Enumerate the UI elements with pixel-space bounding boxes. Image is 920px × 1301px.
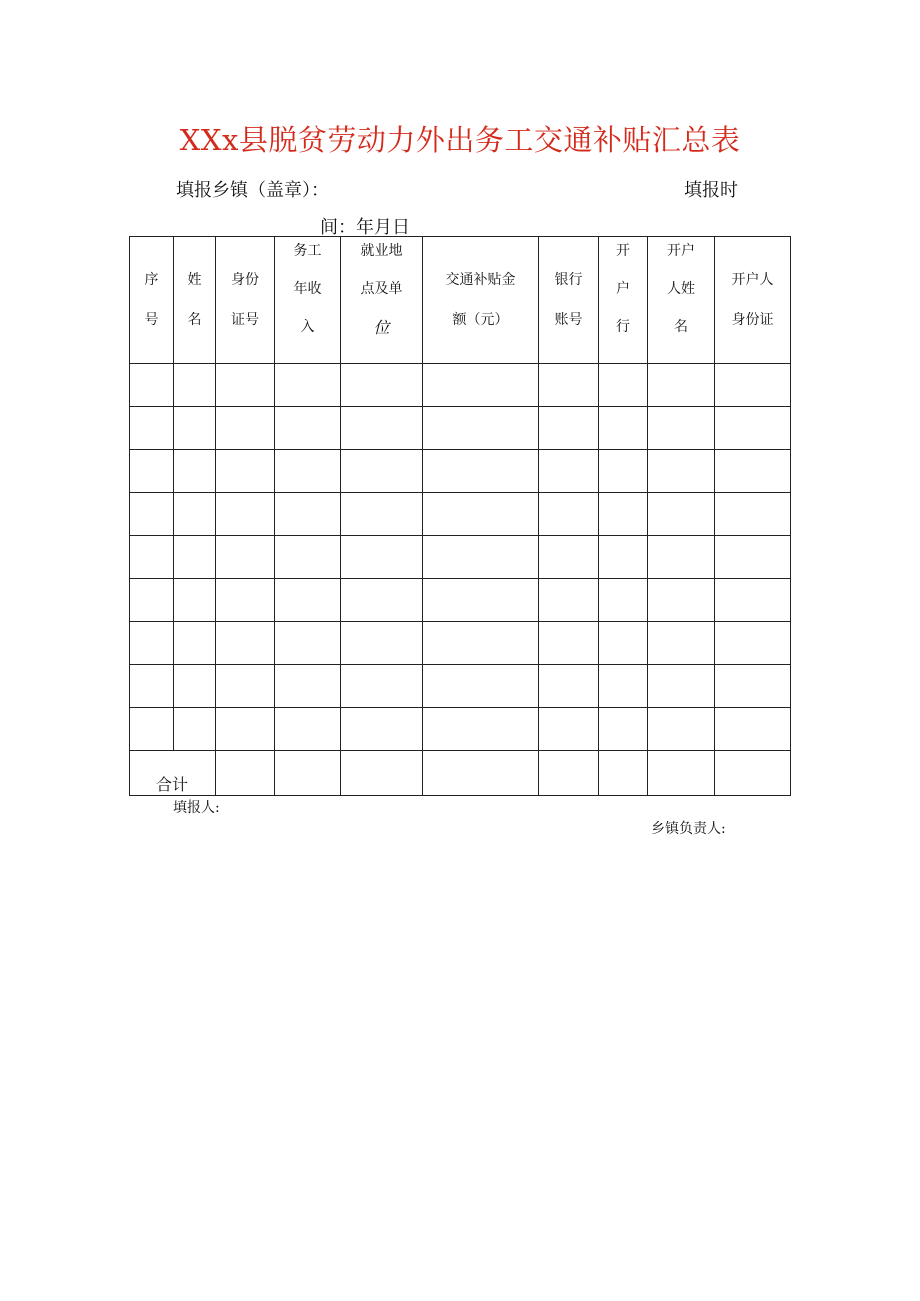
table-cell[interactable] <box>539 665 599 708</box>
table-cell[interactable] <box>648 665 715 708</box>
header-text: 人姓 <box>667 281 695 298</box>
table-cell[interactable] <box>599 708 648 751</box>
header-text: 身份证 <box>731 312 774 328</box>
table-cell[interactable] <box>275 364 341 407</box>
header-text: 就业地 <box>360 243 403 259</box>
table-cell[interactable] <box>715 579 791 622</box>
table-cell[interactable] <box>648 708 715 751</box>
header-cell-account-holder-id <box>715 237 791 364</box>
table-cell[interactable] <box>599 493 648 536</box>
table-cell[interactable] <box>341 665 423 708</box>
header-text: 身份 <box>231 271 259 288</box>
table-cell[interactable] <box>599 622 648 665</box>
table-row <box>130 364 791 407</box>
table-cell[interactable] <box>341 579 423 622</box>
table-cell[interactable] <box>130 665 174 708</box>
table-cell[interactable] <box>216 364 275 407</box>
fill-time-label-part1: 填报时 <box>684 180 738 201</box>
table-body <box>130 364 791 751</box>
table-cell[interactable] <box>648 579 715 622</box>
table-cell[interactable] <box>130 579 174 622</box>
table-cell[interactable] <box>341 751 423 796</box>
table-cell[interactable] <box>216 407 275 450</box>
header-text: 额（元） <box>452 312 509 328</box>
header-text: 户 <box>616 281 630 298</box>
table-cell[interactable] <box>539 708 599 751</box>
header-text: 证号 <box>231 312 259 328</box>
table-cell[interactable] <box>275 407 341 450</box>
header-text: 入 <box>300 319 315 336</box>
table-cell[interactable] <box>423 536 539 579</box>
table-row <box>130 536 791 579</box>
header-text: 点及单 <box>360 281 403 298</box>
total-label: 合计 <box>156 775 189 794</box>
table-cell[interactable] <box>423 450 539 493</box>
table-cell[interactable] <box>599 751 648 796</box>
header-text: 号 <box>144 312 159 328</box>
table-cell[interactable] <box>130 708 174 751</box>
table-cell[interactable] <box>539 493 599 536</box>
header-cell-index <box>130 237 174 364</box>
table-cell[interactable] <box>539 536 599 579</box>
header-text: 开 <box>616 243 630 259</box>
header-text: 行 <box>616 319 630 336</box>
header-cell-subsidy-amount <box>423 237 539 364</box>
table-cell[interactable] <box>275 708 341 751</box>
table-cell[interactable] <box>423 407 539 450</box>
table-cell[interactable] <box>715 407 791 450</box>
table-row <box>130 450 791 493</box>
table-cell[interactable] <box>174 493 216 536</box>
table-cell[interactable] <box>216 493 275 536</box>
table-row <box>130 579 791 622</box>
header-cell-id-number <box>216 237 275 364</box>
table-cell[interactable] <box>341 364 423 407</box>
table-cell[interactable] <box>275 536 341 579</box>
table-cell[interactable] <box>174 450 216 493</box>
table-cell[interactable] <box>130 364 174 407</box>
table-cell[interactable] <box>130 536 174 579</box>
table-cell[interactable] <box>539 751 599 796</box>
table-cell[interactable] <box>275 622 341 665</box>
table-cell[interactable] <box>216 536 275 579</box>
table-cell[interactable] <box>648 364 715 407</box>
total-row <box>130 751 791 796</box>
table-cell[interactable] <box>423 751 539 796</box>
table-cell[interactable] <box>715 450 791 493</box>
table-cell[interactable] <box>130 493 174 536</box>
table-cell[interactable] <box>423 622 539 665</box>
table-cell[interactable] <box>423 708 539 751</box>
table-cell[interactable] <box>599 579 648 622</box>
table-cell[interactable] <box>174 579 216 622</box>
table-cell[interactable] <box>174 536 216 579</box>
fill-unit-label: 填报乡镇（盖章）： <box>176 180 329 201</box>
header-text: 务工 <box>293 243 322 259</box>
table-cell[interactable] <box>539 407 599 450</box>
table-cell[interactable] <box>341 450 423 493</box>
table-cell[interactable] <box>648 536 715 579</box>
table-cell[interactable] <box>275 751 341 796</box>
table-cell[interactable] <box>341 622 423 665</box>
table-cell[interactable] <box>423 364 539 407</box>
table-cell[interactable] <box>174 708 216 751</box>
table-cell[interactable] <box>715 536 791 579</box>
table-cell[interactable] <box>174 665 216 708</box>
table-cell[interactable] <box>216 622 275 665</box>
table-cell[interactable] <box>539 450 599 493</box>
header-text: 账号 <box>554 312 583 328</box>
table-cell[interactable] <box>216 665 275 708</box>
header-cell-annual-income <box>275 237 341 364</box>
table-cell[interactable] <box>341 708 423 751</box>
table-cell[interactable] <box>599 450 648 493</box>
table-row <box>130 622 791 665</box>
table-cell[interactable] <box>174 407 216 450</box>
header-cell-account-holder-name <box>648 237 715 364</box>
table-cell[interactable] <box>715 622 791 665</box>
table-cell[interactable] <box>715 708 791 751</box>
table-cell[interactable] <box>648 751 715 796</box>
header-text: 开户人 <box>731 271 774 288</box>
header-cell-bank <box>599 237 648 364</box>
table-cell[interactable] <box>275 579 341 622</box>
table-cell[interactable] <box>341 407 423 450</box>
page-title: XXx县脱贫劳动力外出务工交通补贴汇总表 <box>179 123 741 157</box>
table-row <box>130 665 791 708</box>
table-row <box>130 493 791 536</box>
town-leader-label: 乡镇负责人: <box>651 821 726 837</box>
table-cell[interactable] <box>599 407 648 450</box>
header-text: 交通补贴金 <box>445 271 516 288</box>
table-cell[interactable] <box>599 364 648 407</box>
table-cell[interactable] <box>599 665 648 708</box>
header-text: 名 <box>187 312 202 328</box>
table-cell[interactable] <box>599 536 648 579</box>
header-text: 名 <box>674 319 688 336</box>
table-row <box>130 407 791 450</box>
table-cell[interactable] <box>275 493 341 536</box>
table-cell[interactable] <box>423 579 539 622</box>
table-cell[interactable] <box>130 450 174 493</box>
header-text: 序 <box>144 271 159 288</box>
table-cell[interactable] <box>539 364 599 407</box>
header-cell-employment-location <box>341 237 423 364</box>
table-cell[interactable] <box>423 493 539 536</box>
table-cell[interactable] <box>539 579 599 622</box>
header-text: 位 <box>373 318 390 338</box>
table-cell[interactable] <box>216 708 275 751</box>
table-cell[interactable] <box>715 665 791 708</box>
table-cell[interactable] <box>341 536 423 579</box>
table-cell[interactable] <box>539 622 599 665</box>
header-text: 年收 <box>293 281 322 298</box>
header-cell-bank-account <box>539 237 599 364</box>
table-row <box>130 708 791 751</box>
total-label-cell <box>130 751 216 796</box>
header-text: 姓 <box>187 271 202 288</box>
table-cell[interactable] <box>715 364 791 407</box>
header-text: 开户 <box>667 243 695 259</box>
table-cell[interactable] <box>216 450 275 493</box>
header-text: 银行 <box>554 271 583 288</box>
table-cell[interactable] <box>216 579 275 622</box>
table-cell[interactable] <box>648 407 715 450</box>
table-cell[interactable] <box>648 450 715 493</box>
header-row <box>130 237 791 364</box>
filler-label: 填报人: <box>173 800 220 816</box>
header-cell-name <box>174 237 216 364</box>
table-cell[interactable] <box>715 493 791 536</box>
table-cell[interactable] <box>648 493 715 536</box>
table-cell[interactable] <box>648 622 715 665</box>
table-cell[interactable] <box>341 493 423 536</box>
table-cell[interactable] <box>423 665 539 708</box>
table-cell[interactable] <box>130 407 174 450</box>
table-cell[interactable] <box>174 364 216 407</box>
table-cell[interactable] <box>130 622 174 665</box>
table-cell[interactable] <box>275 665 341 708</box>
table-cell[interactable] <box>715 751 791 796</box>
table-cell[interactable] <box>275 450 341 493</box>
table-cell[interactable] <box>216 751 275 796</box>
fill-time-label-part2: 间：年月日 <box>320 217 410 238</box>
summary-table <box>129 236 791 796</box>
table-cell[interactable] <box>174 622 216 665</box>
